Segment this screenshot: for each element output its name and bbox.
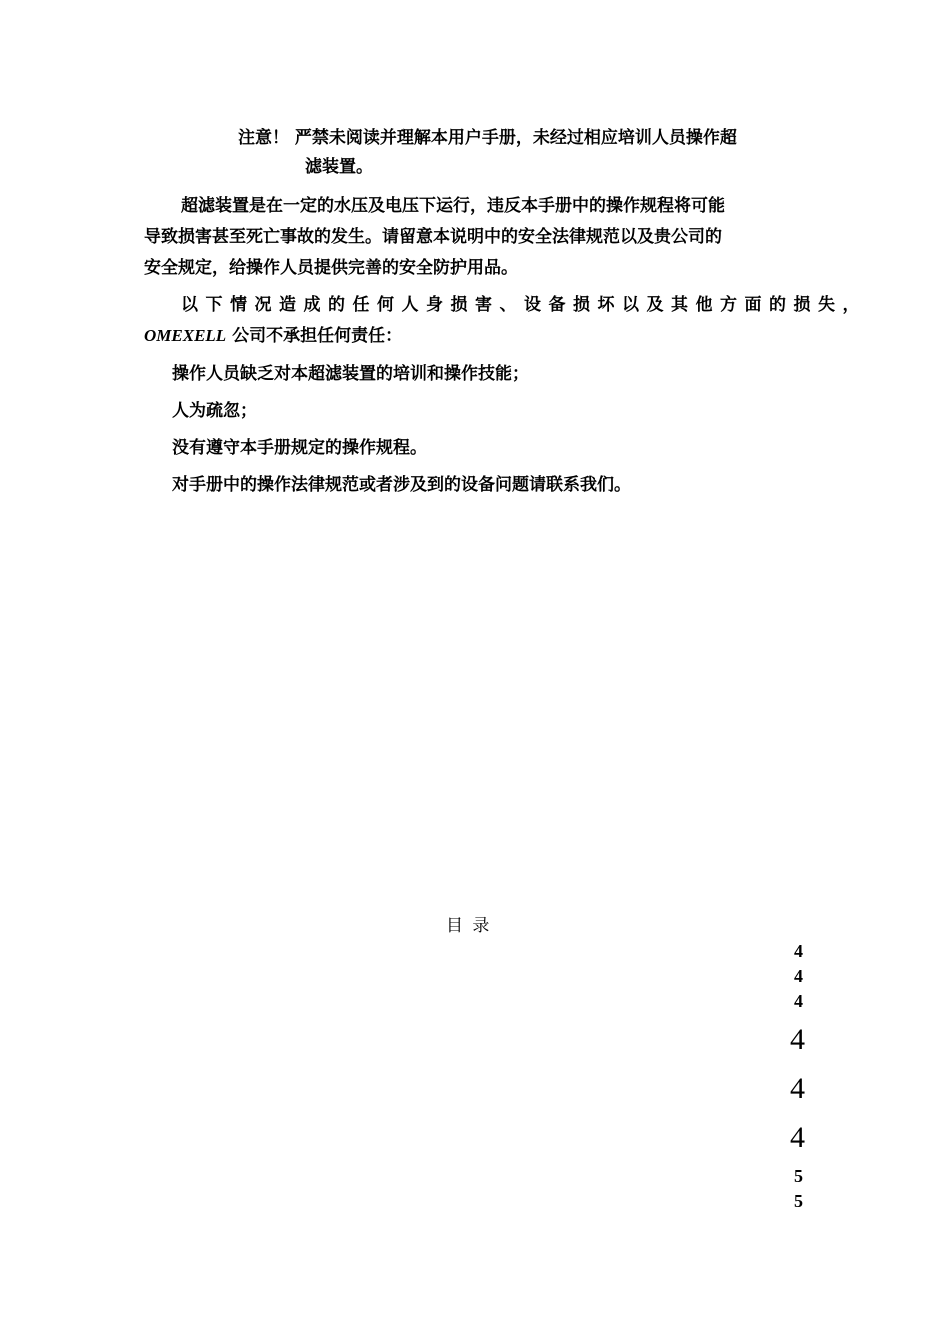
company-name: OMEXELL bbox=[144, 326, 227, 345]
paragraph-2-line-2 bbox=[144, 326, 402, 346]
list-item: 操作人员缺乏对本超滤装置的培训和操作技能； bbox=[172, 364, 529, 384]
toc-page-number: 4 bbox=[794, 991, 803, 1011]
toc-title: 目 录 bbox=[446, 916, 492, 936]
toc-page-number: 4 bbox=[790, 1121, 805, 1154]
warning-line-2: 滤装置。 bbox=[305, 157, 373, 177]
toc-page-number: 4 bbox=[790, 1072, 805, 1105]
list-item: 对手册中的操作法律规范或者涉及到的设备问题请联系我们。 bbox=[172, 475, 631, 495]
warning-line-1: 注意！ 严禁未阅读并理解本用户手册，未经过相应培训人员操作超 bbox=[238, 128, 737, 148]
paragraph-2-line-2-rest: 公司不承担任何责任： bbox=[226, 326, 403, 346]
paragraph-1-line-1: 超滤装置是在一定的水压及电压下运行，违反本手册中的操作规程将可能 bbox=[181, 196, 725, 216]
toc-page-number: 4 bbox=[790, 1023, 805, 1056]
paragraph-2-line-1: 以下情况造成的任何人身损害、设备损坏以及其他方面的损失， bbox=[181, 295, 867, 315]
toc-page-number: 4 bbox=[794, 941, 803, 961]
paragraph-1-line-3: 安全规定，给操作人员提供完善的安全防护用品。 bbox=[144, 258, 518, 278]
list-item: 没有遵守本手册规定的操作规程。 bbox=[172, 438, 427, 458]
paragraph-1-line-2: 导致损害甚至死亡事故的发生。请留意本说明中的安全法律规范以及贵公司的 bbox=[144, 227, 722, 247]
toc-page-number: 4 bbox=[794, 966, 803, 986]
list-item: 人为疏忽； bbox=[172, 401, 257, 421]
toc-page-number: 5 bbox=[794, 1191, 803, 1211]
toc-page-number: 5 bbox=[794, 1166, 803, 1186]
